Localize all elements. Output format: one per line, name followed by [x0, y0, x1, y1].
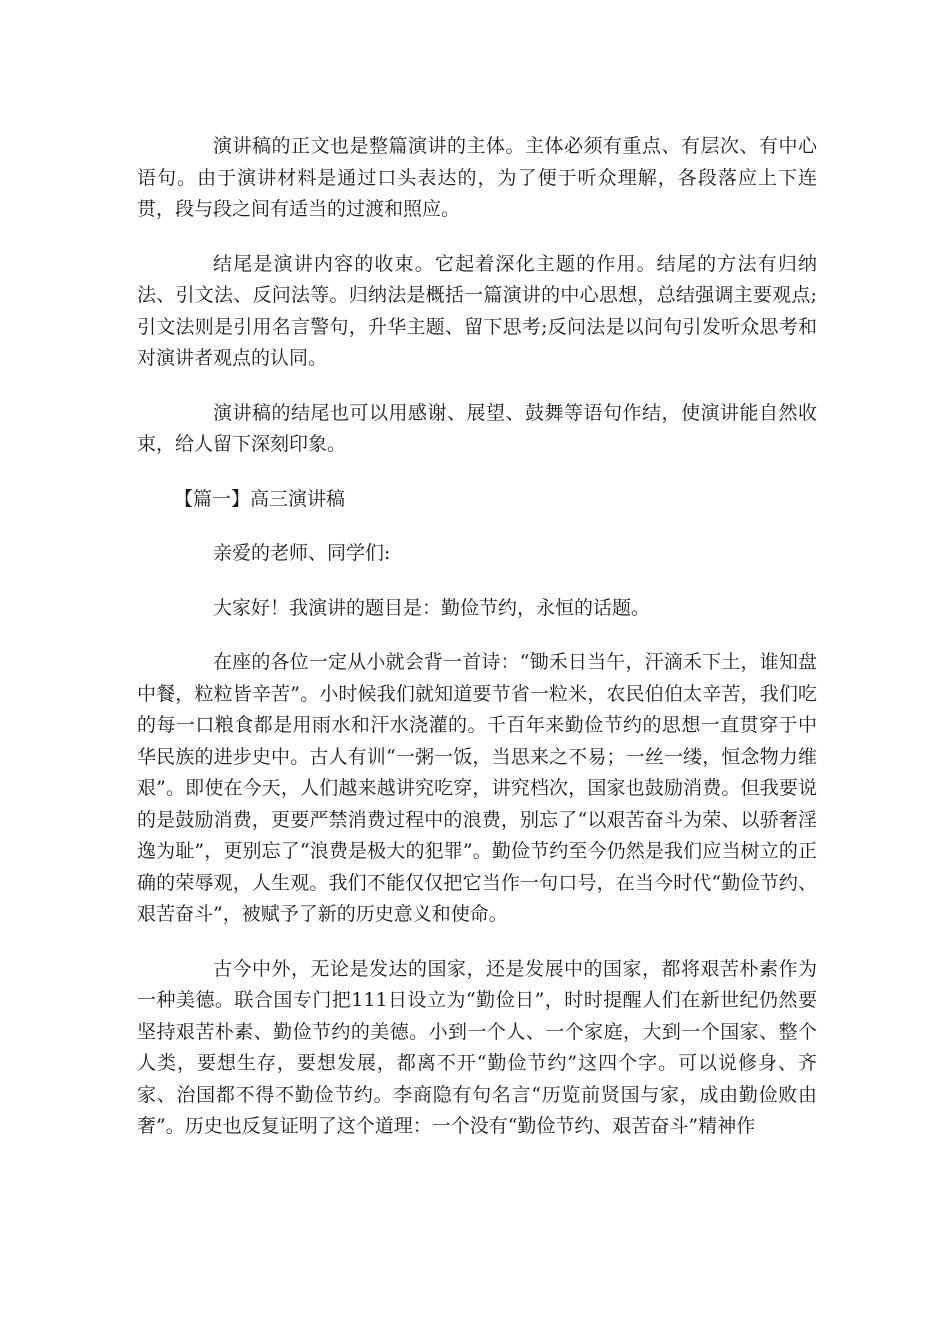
paragraph-speech-ending: 结尾是演讲内容的收束。它起着深化主题的作用。结尾的方法有归纳法、引文法、反问法等。归纳法是概括一篇演讲的中心思想，总结强调主要观点;引文法则是引用名言警句，升华主题、留下思考;反问法是以问句引发听众思考和对演讲者观点的认同。	[137, 252, 817, 369]
document-body	[137, 131, 817, 1166]
salutation: 亲爱的老师、同学们:	[213, 542, 391, 564]
paragraph-history: 古今中外，无论是发达的国家，还是发展中的国家，都将艰苦朴素作为一种美德。联合国专门把111日设立为“勤俭日”，时时提醒人们在新世纪仍然要坚持艰苦朴素、勤俭节约的美德。小到一个人、一个家庭，大到一个国家、整个人类，要想生存，要想发展，都离不开“勤俭节约”这四个字。可以说修身、齐家、治国都不得不勤俭节约。李商隐有句名言“历览前贤国与家，成由勤俭败由奢”。历史也反复证明了这个道理：一个没有“勤俭节约、艰苦奋斗”精神作	[137, 957, 817, 1137]
paragraph-ending-phrases: 演讲稿的结尾也可以用感谢、展望、鼓舞等语句作结，使演讲能自然收束，给人留下深刻印象。	[137, 401, 817, 455]
paragraph-speech-body: 演讲稿的正文也是整篇演讲的主体。主体必须有重点、有层次、有中心语句。由于演讲材料是通过口头表达的，为了便于听众理解，各段落应上下连贯，段与段之间有适当的过渡和照应。	[137, 135, 817, 220]
paragraph-poem: 在座的各位一定从小就会背一首诗：“锄禾日当午，汗滴禾下土，谁知盘中餐，粒粒皆辛苦”。小时候我们就知道要节省一粒米，农民伯伯太辛苦，我们吃的每一口粮食都是用雨水和汗水浇灌的。千百年来勤俭节约的思想一直贯穿于中华民族的进步史中。古人有训“一粥一饭，当思来之不易；一丝一缕，恒念物力维艰”。即使在今天，人们越来越讲究吃穿，讲究档次，国家也鼓励消费。但我要说的是鼓励消费，更要严禁消费过程中的浪费，别忘了“以艰苦奋斗为荣、以骄奢淫逸为耻”，更别忘了“浪费是极大的犯罪”。勤俭节约至今仍然是我们应当树立的正确的荣辱观，人生观。我们不能仅仅把它当作一句口号，在当今时代“勤俭节约、艰苦奋斗”，被赋予了新的历史意义和使命。	[137, 651, 817, 925]
section-heading: 【篇一】高三演讲稿	[174, 487, 346, 510]
greeting-topic: 大家好！我演讲的题目是：勤俭节约，永恒的话题。	[213, 596, 651, 619]
